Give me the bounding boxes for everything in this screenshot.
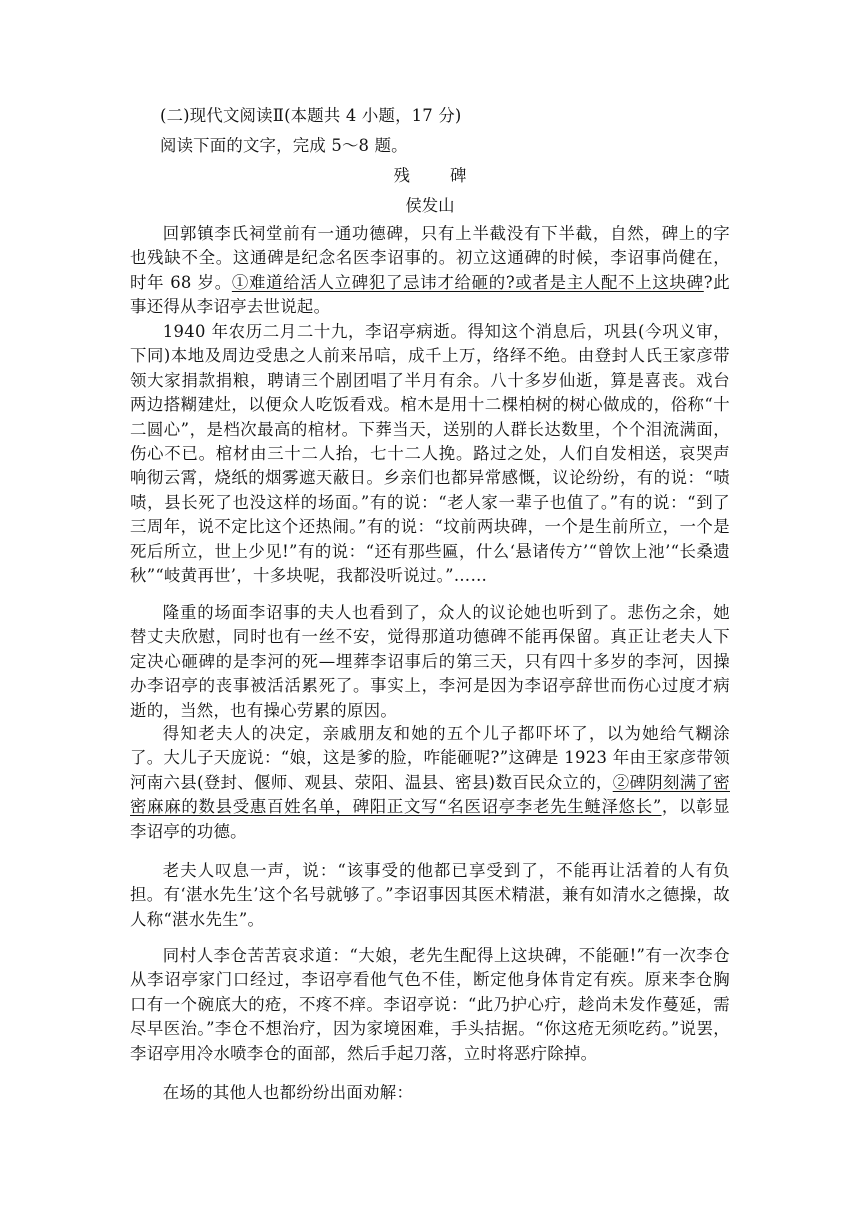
paragraph-1	[130, 222, 730, 320]
paragraph-2: 1940 年农历二月二十九，李诏亭病逝。得知这个消息后，巩县(今巩义审，下同)本地及周边受患之人前来吊唁，成千上万，络绎不绝。由登封人氏王家彦带领大家捐款捐粮，聘请三个剧团唱了半月有余。八十多岁仙逝，算是喜丧。戏台两边搭糊建灶，以便众人吃饭看戏。棺木是用十二棵柏树的树心做成的，俗称“十二圆心”，是档次最高的棺材。下葬当天，送别的人群长达数里，个个泪流满面，伤心不已。棺材由三十二人抬，七十二人挽。路过之处，人们自发相送，哀哭声响彻云霄，烧纸的烟雾遮天蔽日。乡亲们也都异常感慨，议论纷纷，有的说：“啧啧，县长死了也没这样的场面。”有的说：“老人家一辈子也值了。”有的说：“到了三周年，说不定比这个还热闹。”有的说：“坟前两块碑，一个是生前所立，一个是死后所立，世上少见!”有的说：“还有那些匾，什么‘悬诸传方’“曾饮上池’“长桑遗秋”“岐黄再世’，十多块呢，我都没听说过。”……	[130, 322, 730, 586]
paragraph-4	[130, 722, 730, 844]
paragraph-6: 同村人李仓苦苦哀求道：“大娘，老先生配得上这块碑，不能砸!”有一次李仓从李诏亭家门口经过，李诏亭看他气色不佳，断定他身体肯定有疾。原来李仓胸口有一个碗底大的疮，不疼不痒。李诏亭说：“此乃护心疔，趁尚未发作蔓延，需尽早医治。”李仓不想治疗，因为家境困难，手头拮据。“你这疮无须吃药。”说罢，李诏亭用冷水喷李仓的面部，然后手起刀落，立时将恶疔除掉。	[130, 946, 730, 1063]
instruction-text: 阅读下面的文字，完成 5～8 题。	[160, 136, 408, 155]
underlined-question-1: ①难道给活人立碑犯了忌讳才给砸的?或者是主人配不上这块碑	[231, 272, 704, 292]
paragraph-7: 在场的其他人也都纷纷出面劝解：	[162, 1083, 414, 1102]
paragraph-5: 老夫人叹息一声，说：“该事受的他都已享受到了，不能再让活着的人有负担。有‘湛水先生’这个名号就够了。”李诏事因其医术精湛，兼有如清水之德操，故人称“湛水先生”。	[130, 861, 730, 929]
underlined-question-2: ②碑阴刻满了密密麻麻的数县受惠百姓名单，碑阳正文写“名医诏亭李老先生鲢泽悠长”	[130, 772, 730, 817]
paragraph-1-tail: ?此事还得从李诏亭去世说起。	[130, 272, 730, 317]
paragraph-3: 隆重的场面李诏事的夫人也看到了，众人的议论她也听到了。悲伤之余，她替丈夫欣慰，同时也有一丝不安，觉得那道功德碑不能再保留。真正让老夫人下定决心砸碑的是李河的死—埋葬李诏事后的第三天，只有四十多岁的李河，因操办李诏亭的丧事被活活累死了。事实上，李河是因为李诏亭辞世而伤心过度才病逝的，当然，也有操心劳累的原因。	[130, 603, 730, 720]
article-author: 侯发山	[405, 196, 455, 215]
paragraph-4-text: 得知老夫人的决定，亲戚朋友和她的五个儿子都吓坏了，以为她给气糊涂了。大儿子天庞说：“娘，这是爹的脸，咋能砸呢?”这碑是 1923 年由王家彦带领河南六县(登封、偃师、观县、荥阳、温县、密县)数百民众立的，	[130, 724, 730, 792]
section-header: (二)现代文阅读Ⅱ(本题共 4 小题，17 分)	[160, 106, 462, 125]
article-title: 残碑	[393, 166, 507, 185]
paragraph-4-tail: ，以彰显李诏亭的功德。	[130, 797, 730, 841]
paragraph-1-text: 回郭镇李氏祠堂前有一通功德碑，只有上半截没有下半截，自然，碑上的字也残缺不全。这通碑是纪念名医李诏事的。初立这通碑的时候，李诏事尚健在，时年 68 岁。	[130, 224, 730, 292]
